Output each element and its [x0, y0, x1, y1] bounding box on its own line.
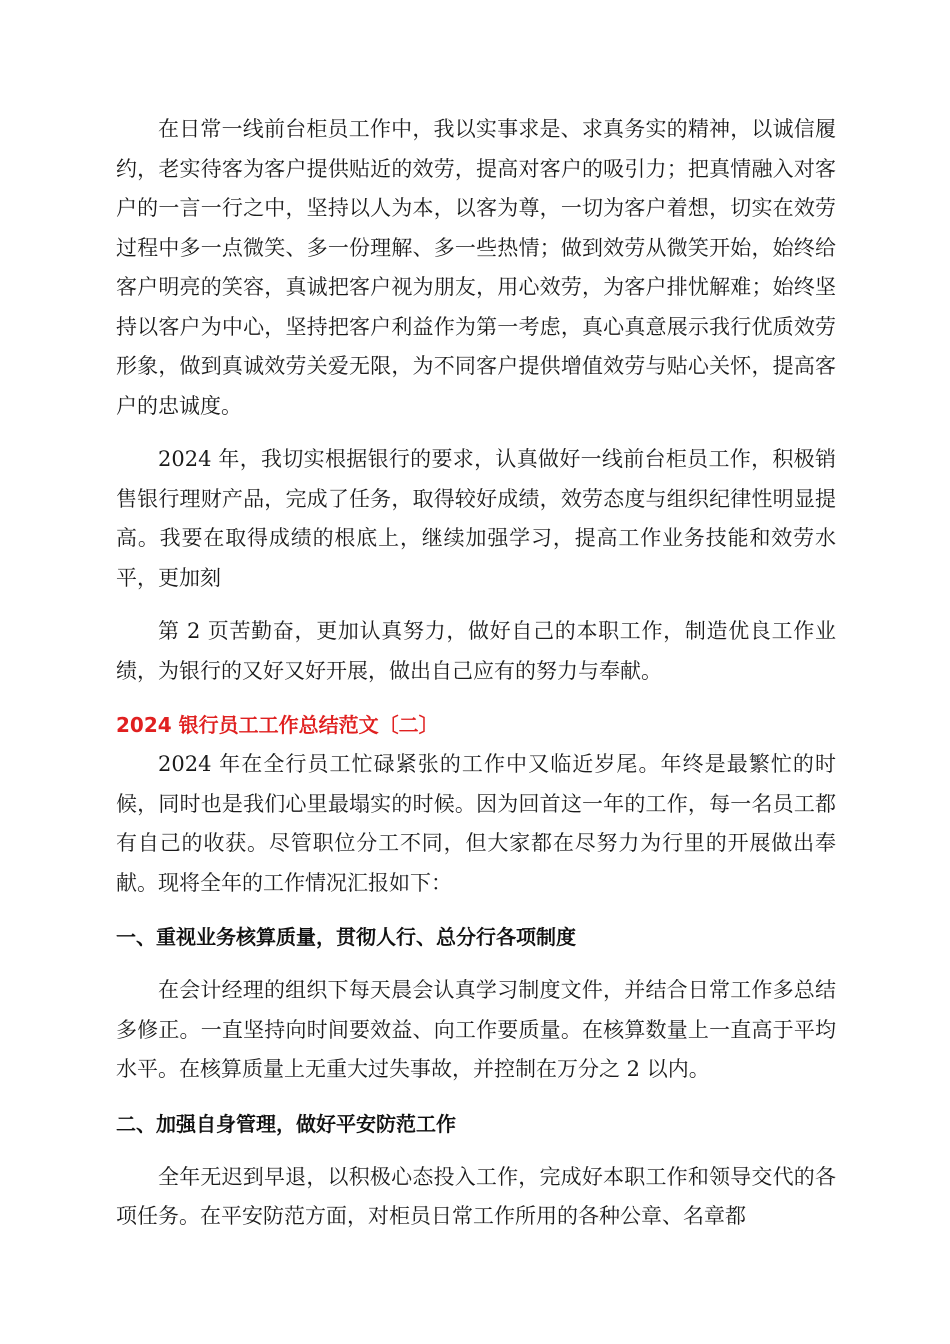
- subheading-2: 二、加强自身管理，做好平安防范工作: [116, 1111, 456, 1136]
- body-paragraph: 2024 年，我切实根据银行的要求，认真做好一线前台柜员工作，积极销售银行理财产品，完成了任务，取得较好成绩，效劳态度与组织纪律性明显提高。我要在取得成绩的根底上，继续加强学习，提高工作业务技能和效劳水平，更加刻: [116, 447, 836, 590]
- document-body: [116, 110, 836, 1251]
- intro-paragraph: 2024 年在全行员工忙碌紧张的工作中又临近岁尾。年终是最繁忙的时候，同时也是我们心里最塌实的时候。因为回首这一年的工作，每一名员工都有自己的收获。尽管职位分工不同，但大家都在尽努力为行里的开展做出奉献。现将全年的工作情况汇报如下：: [116, 752, 836, 895]
- body-paragraph: 在会计经理的组织下每天晨会认真学习制度文件，并结合日常工作多总结多修正。一直坚持向时间要效益、向工作要质量。在核算数量上一直高于平均水平。在核算质量上无重大过失事故，并控制在万分之 2 以内。: [116, 978, 836, 1081]
- subheading-1: 一、重视业务核算质量，贯彻人行、总分行各项制度: [116, 925, 576, 949]
- body-paragraph: 在日常一线前台柜员工作中，我以实事求是、求真务实的精神，以诚信履约，老实待客为客户提供贴近的效劳，提高对客户的吸引力；把真情融入对客户的一言一行之中，坚持以人为本，以客为尊，一切为客户着想，切实在效劳过程中多一点微笑、多一份理解、多一些热情；做到效劳从微笑开始，始终给客户明亮的笑容，真诚把客户视为朋友，用心效劳，为客户排忧解难；始终坚持以客户为中心，坚持把客户利益作为第一考虑，真心真意展示我行优质效劳形象，做到真诚效劳关爱无限，为不同客户提供增值效劳与贴心关怀，提高客户的忠诚度。: [116, 117, 836, 418]
- body-paragraph: 第 2 页苦勤奋，更加认真努力，做好自己的本职工作，制造优良工作业绩，为银行的又好又好开展，做出自己应有的努力与奉献。: [116, 619, 836, 683]
- section-title: 2024 银行员工工作总结范文〔二〕: [116, 713, 439, 737]
- body-paragraph: 全年无迟到早退，以积极心态投入工作，完成好本职工作和领导交代的各项任务。在平安防范方面，对柜员日常工作所用的各种公章、名章都: [116, 1164, 836, 1228]
